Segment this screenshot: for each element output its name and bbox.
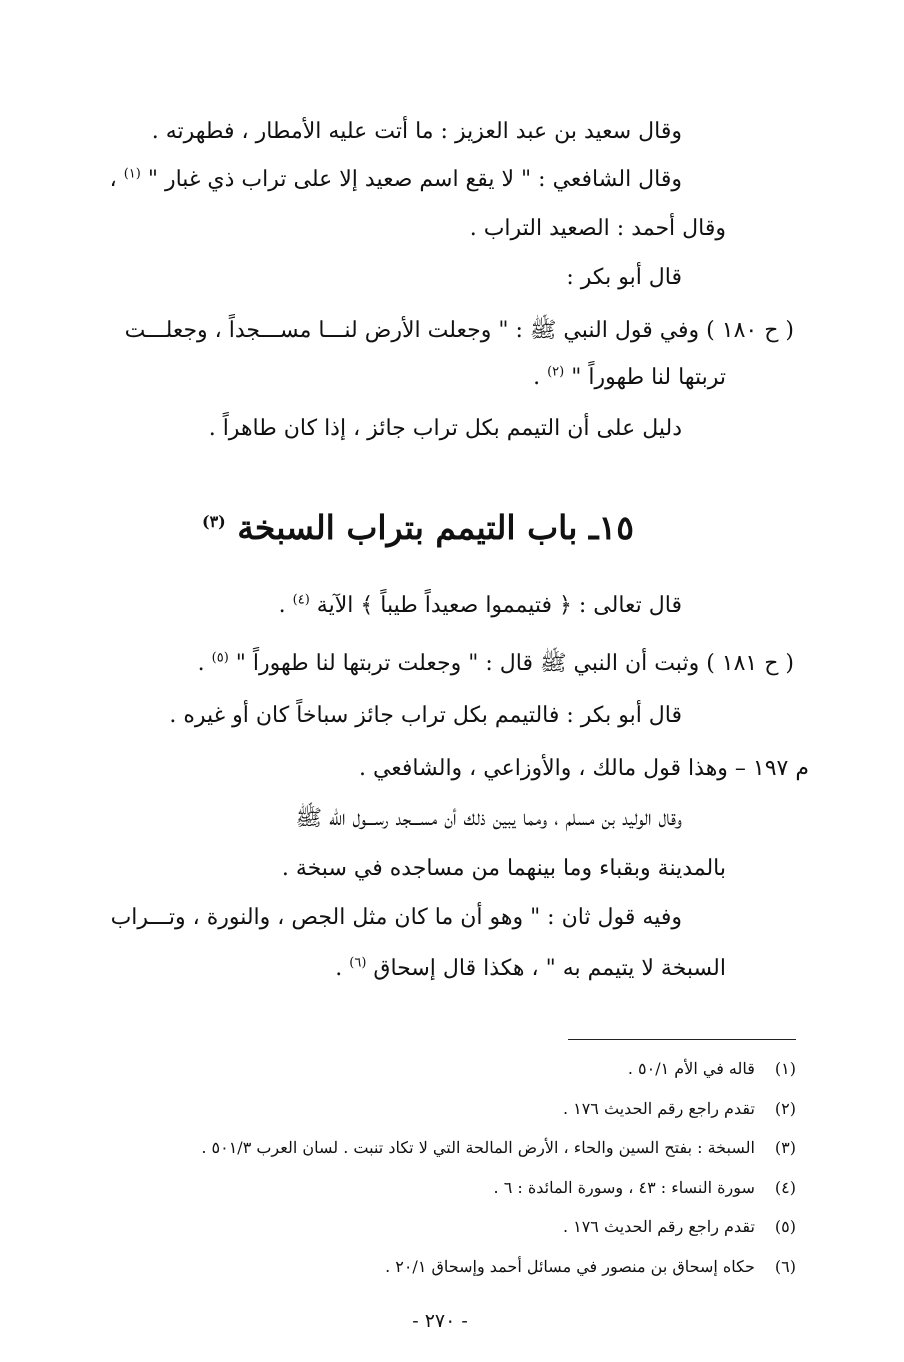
text-line: وقال الشافعي : " لا يقع اسم صعيد إلا على تراب ذي غبار " $^{(١)}$ ، xyxy=(109,166,682,192)
footnote xyxy=(628,1057,796,1081)
footnote-ref: (٥) xyxy=(211,650,229,666)
footnote-text: تقدم راجع رقم الحديث ١٧٦ . xyxy=(562,1099,755,1118)
footnote-ref: (١) xyxy=(123,166,141,182)
issue-line: م ١٩٧ – وهذا قول مالك ، والأوزاعي ، والشافعي . xyxy=(358,756,809,781)
footnote xyxy=(563,1215,796,1239)
footnote-number: (٣) xyxy=(774,1138,796,1157)
text-line: قال تعالى : ﴿ فتيمموا صعيداً طيباً ﴾ الآية $^{(٤)}$ . xyxy=(278,592,682,618)
text-line: وقال سعيد بن عبد العزيز : ما أتت عليه الأمطار ، فطهرته . xyxy=(151,119,682,144)
footnote-number: (٦) xyxy=(774,1257,796,1276)
footnote-separator xyxy=(568,1039,796,1040)
footnote xyxy=(494,1176,796,1200)
footnote-text: حكاه إسحاق بن منصور في مسائل أحمد وإسحاق ٢٠/١ . xyxy=(385,1257,755,1276)
footnote xyxy=(201,1136,796,1160)
footnote-ref: (٦) xyxy=(349,955,367,971)
text-line: قال أبو بكر : xyxy=(566,265,682,290)
chapter-heading: ١٥ـ باب التيمم بتراب السبخة $^{(٣)}$ xyxy=(201,508,634,547)
page-number: - ٢٧٠ - xyxy=(412,1310,468,1332)
footnote-ref: (٢) xyxy=(547,364,565,380)
footnote-number: (١) xyxy=(774,1059,796,1078)
footnote-number: (٥) xyxy=(774,1217,796,1236)
text-line: تربتها لنا طهوراً " $^{(٢)}$ . xyxy=(533,364,726,390)
footnote-number: (٤) xyxy=(774,1178,796,1197)
footnote-ref: (٣) xyxy=(201,512,226,531)
hadith-line: ( ح ١٨٠ ) وفي قول النبي ﷺ : " وجعلت الأرض لنـــا مســـجداً ، وجعلـــت xyxy=(124,318,794,343)
text-line: السبخة لا يتيمم به " ، هكذا قال إسحاق $^{(٦)}$ . xyxy=(335,955,726,981)
footnote-number: (٢) xyxy=(774,1099,796,1118)
text-line: قال أبو بكر : فالتيمم بكل تراب جائز سباخاً كان أو غيره . xyxy=(169,703,682,728)
footnote-text: تقدم راجع رقم الحديث ١٧٦ . xyxy=(562,1217,755,1236)
text-line: وفيه قول ثان : " وهو أن ما كان مثل الجص ، والنورة ، وتـــراب xyxy=(110,905,682,930)
footnote-ref: (٤) xyxy=(292,592,310,608)
footnote-text: سورة النساء : ٤٣ ، وسورة المائدة : ٦ . xyxy=(493,1178,755,1197)
text-line: بالمدينة وبقباء وما بينهما من مساجده في سبخة . xyxy=(281,856,726,881)
hadith-line: ( ح ١٨١ ) وثبت أن النبي ﷺ قال : " وجعلت تربتها لنا طهوراً " $^{(٥)}$ . xyxy=(197,650,794,676)
text-line: وقال أحمد : الصعيد التراب . xyxy=(469,216,726,241)
text-line: دليل على أن التيمم بكل تراب جائز ، إذا كان طاهراً . xyxy=(208,416,682,441)
footnote xyxy=(563,1097,796,1121)
footnote xyxy=(385,1255,796,1279)
footnote-text: السبخة : بفتح السين والحاء ، الأرض المالحة التي لا تكاد تنبت . لسان العرب ٥٠١/٣ . xyxy=(201,1138,755,1157)
footnote-text: قاله في الأم ٥٠/١ . xyxy=(627,1059,755,1078)
text-line: وقال الوليد بن مسلم ، ومما يبين ذلك أن مســـجد رســـول الله ﷺ xyxy=(295,806,682,831)
